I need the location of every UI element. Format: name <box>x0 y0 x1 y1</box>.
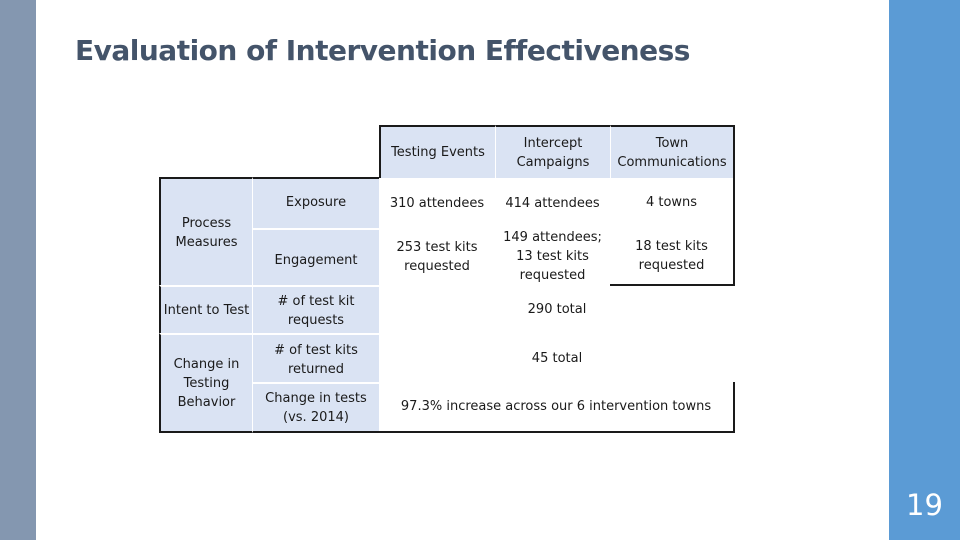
value-engagement-town-communications: 18 test kits requested <box>610 228 735 286</box>
value-engagement-intercept-campaigns: 149 attendees; 13 test kits requested <box>503 230 602 283</box>
category-process-measures: Process Measures <box>159 177 252 287</box>
metric-change-in-tests: Change in tests (vs. 2014) <box>252 382 379 433</box>
value-engagement-testing-events: 253 test kits requested <box>396 239 478 274</box>
value-exposure-town-communications: 4 towns <box>610 177 735 228</box>
metric-test-kits-returned: # of test kits returned <box>252 333 379 384</box>
value-test-kits-returned-total: 45 total <box>531 351 583 366</box>
metric-exposure: Exposure <box>252 177 379 230</box>
category-intent-to-test: Intent to Test <box>159 285 252 334</box>
value-test-kit-requests-total: 290 total <box>527 302 587 317</box>
value-exposure-testing-events: 310 attendees <box>389 196 485 211</box>
category-change-in-testing-behavior: Change in Testing Behavior <box>159 333 252 433</box>
header-testing-events: Testing Events <box>379 125 495 178</box>
left-accent-bar <box>0 0 36 540</box>
right-accent-bar <box>889 0 960 540</box>
metric-engagement: Engagement <box>252 228 379 287</box>
header-town-communications: Town Communications <box>610 125 735 178</box>
value-exposure-intercept-campaigns: 414 attendees <box>505 196 600 211</box>
header-intercept-campaigns: Intercept Campaigns <box>495 125 610 178</box>
value-change-in-tests-total: 97.3% increase across our 6 intervention towns <box>379 382 735 433</box>
page-number: 19 <box>906 488 943 522</box>
slide-title: Evaluation of Intervention Effectiveness <box>75 34 690 67</box>
metric-test-kit-requests: # of test kit requests <box>252 285 379 334</box>
